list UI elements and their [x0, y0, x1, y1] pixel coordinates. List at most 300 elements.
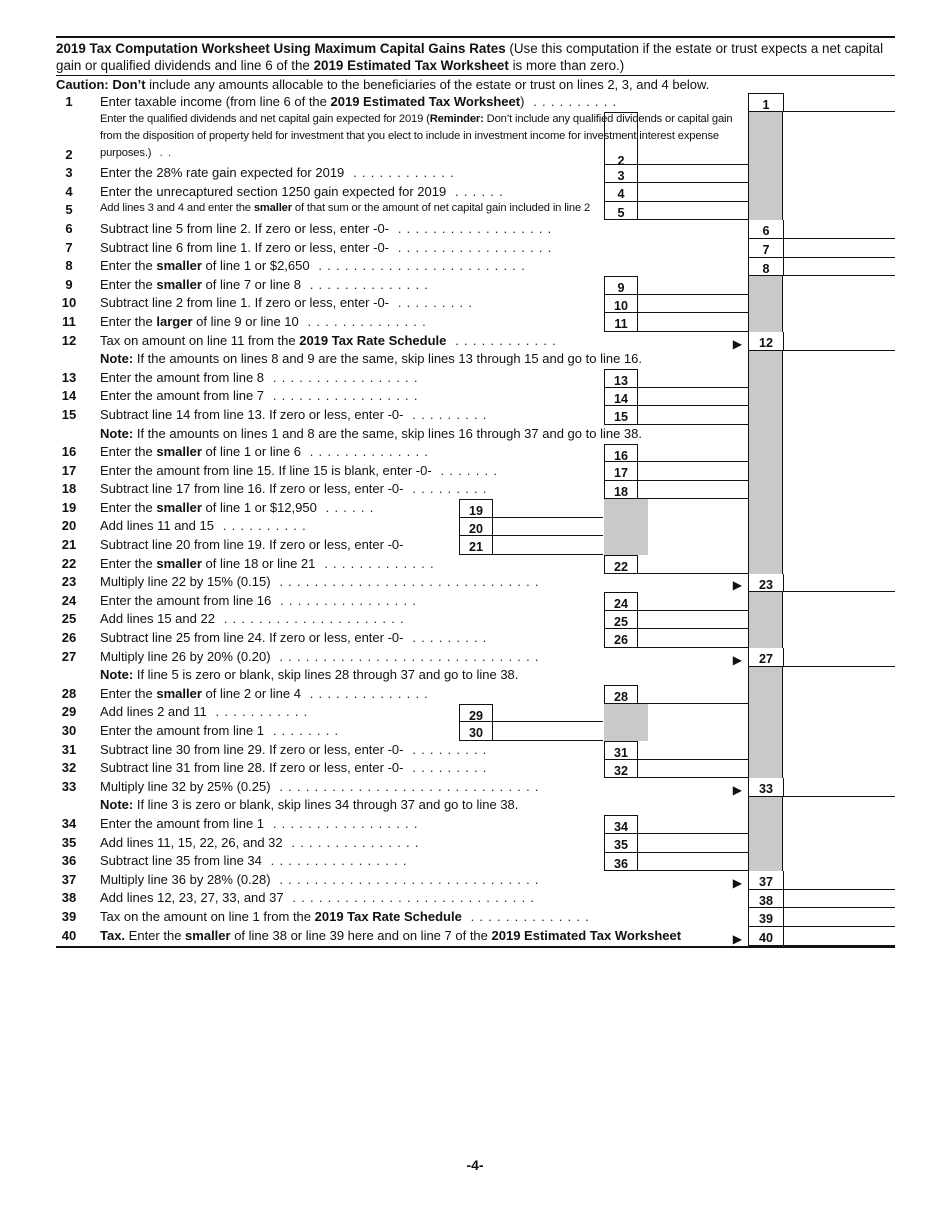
line-text-part: Multiply line 26 by 20% (0.20): [100, 648, 271, 664]
leader-dots: ..............: [298, 313, 431, 329]
line-text-part: of line 18 or line 21: [201, 555, 316, 571]
amount-field[interactable]: [636, 592, 748, 611]
line-text-part: Subtract line 6 from line 1. If zero or less, enter -0-: [100, 239, 390, 255]
amount-field[interactable]: [636, 853, 748, 872]
shaded-cell: [748, 406, 782, 425]
line-number: 33: [61, 778, 77, 794]
leader-dots: .............: [315, 555, 439, 571]
line-number-box: 2: [604, 112, 638, 165]
line-number: 25: [61, 611, 77, 627]
leader-dots: .................: [264, 388, 423, 404]
line-number: 13: [61, 369, 77, 385]
amount-field[interactable]: [782, 258, 895, 277]
amount-field[interactable]: [491, 499, 603, 518]
column-rule: [748, 722, 750, 741]
column-rule: [782, 667, 784, 686]
column-rule: [782, 165, 784, 184]
shaded-cell: [748, 425, 782, 444]
line-text-bold: Note:: [100, 351, 134, 367]
amount-field[interactable]: [636, 444, 748, 463]
column-rule: [748, 629, 750, 648]
amount-field[interactable]: [491, 704, 603, 723]
line-text-part: of line 1 or line 6: [201, 444, 301, 460]
line-number-box: 5: [604, 202, 638, 221]
line-text: [100, 258, 765, 273]
column-rule: [782, 592, 784, 611]
caution-label: Caution: Don’t: [56, 77, 146, 92]
line-text-bold: smaller: [185, 927, 231, 943]
line-text-bold: 2019 Tax Rate Schedule: [314, 908, 462, 924]
line-number: 14: [61, 388, 77, 404]
line-number: 2: [65, 146, 73, 162]
leader-dots: ..................: [389, 220, 557, 236]
line-number-box: 38: [748, 890, 784, 909]
leader-dots: .....................: [214, 611, 409, 627]
line-number: 39: [61, 908, 77, 924]
shaded-cell: [748, 183, 782, 202]
line-number: 31: [61, 741, 77, 757]
amount-field[interactable]: [782, 574, 895, 593]
line-15: [56, 406, 895, 425]
column-rule: [782, 834, 784, 853]
line-number: 38: [61, 890, 77, 906]
amount-field[interactable]: [491, 536, 603, 555]
line-23: [56, 574, 895, 593]
line-number: 30: [61, 723, 77, 738]
column-rule: [748, 165, 750, 184]
leader-dots: ..............................: [270, 871, 544, 887]
line-9: [56, 276, 895, 295]
line-text-part: Enter taxable income (from line 6 of the: [100, 93, 331, 109]
shaded-cell: [748, 667, 782, 686]
line-22: [56, 555, 895, 574]
line-number: 26: [61, 630, 77, 646]
shaded-cell: [748, 276, 782, 295]
line-text-bold: smaller: [253, 202, 292, 215]
amount-field[interactable]: [636, 406, 748, 425]
line-number-box: 32: [604, 760, 638, 779]
amount-field[interactable]: [782, 927, 895, 946]
amount-field[interactable]: [636, 685, 748, 704]
line-number-box: 31: [604, 741, 638, 760]
arrow-icon: ▶: [732, 336, 742, 351]
line-number: 3: [65, 165, 73, 181]
column-rule: [782, 685, 784, 704]
column-rule: [782, 760, 784, 779]
line-number-box: 3: [604, 165, 638, 184]
line-text-part: Subtract line 14 from line 13. If zero or less, enter -0-: [100, 406, 404, 422]
leader-dots: .........: [403, 406, 492, 422]
amount-field[interactable]: [782, 871, 895, 890]
amount-field[interactable]: [636, 183, 748, 202]
amount-field[interactable]: [636, 112, 748, 165]
amount-field[interactable]: [636, 629, 748, 648]
line-text-bold: 2019 Estimated Tax Worksheet: [491, 927, 682, 943]
column-rule: [748, 444, 750, 463]
amount-field[interactable]: [782, 220, 895, 239]
column-rule: [782, 313, 784, 332]
line-number-box: 23: [748, 574, 784, 593]
line-19: [56, 499, 895, 518]
amount-field[interactable]: [636, 313, 748, 332]
column-rule: [782, 853, 784, 872]
arrow-icon: ▶: [732, 578, 742, 593]
column-rule: [748, 760, 750, 779]
line-number-box: 17: [604, 462, 638, 481]
leader-dots: .........: [403, 760, 492, 776]
shaded-cell: [748, 722, 782, 741]
line-number-box: 30: [459, 722, 493, 741]
line-text-part: If the amounts on lines 8 and 9 are the same, skip lines 13 through 15 and go to line 16.: [133, 351, 642, 367]
line-17: [56, 462, 895, 481]
line-39: [56, 908, 895, 927]
line-text-part: of that sum or the amount of net capital gain included in line 2: [291, 202, 591, 215]
leader-dots: ............: [344, 165, 459, 181]
shaded-cell: [748, 369, 782, 388]
line-text: [100, 890, 765, 905]
column-rule: [782, 406, 784, 425]
column-rule: [782, 351, 784, 370]
line-number-box: 15: [604, 406, 638, 425]
line-26: [56, 629, 895, 648]
line-text: [100, 649, 765, 664]
line-text-part: Enter the unrecaptured section 1250 gain expected for 2019: [100, 183, 447, 199]
shaded-cell: [748, 629, 782, 648]
line-number-box: 19: [459, 499, 493, 518]
line-text-bold: Note:: [100, 667, 134, 683]
line-18: [56, 481, 895, 500]
worksheet-header: [56, 36, 895, 74]
shaded-cell: [748, 165, 782, 184]
column-rule: [748, 499, 750, 518]
line-number-box: 9: [604, 276, 638, 295]
column-rule: [748, 667, 750, 686]
line-27: [56, 648, 895, 667]
line-text-bold: 2019 Estimated Tax Worksheet: [330, 93, 521, 109]
leader-dots: ..............: [461, 908, 594, 924]
line-number-box: 40: [748, 927, 784, 946]
amount-field[interactable]: [491, 518, 603, 537]
line-number: 8: [65, 258, 73, 274]
line-text-part: Enter the amount from line 7: [100, 388, 265, 404]
leader-dots: ............: [446, 332, 561, 348]
column-rule: [782, 369, 784, 388]
line-35: [56, 834, 895, 853]
amount-field[interactable]: [636, 741, 748, 760]
line-1: [56, 93, 895, 112]
column-rule: [782, 797, 784, 816]
line-number-box: 13: [604, 369, 638, 388]
leader-dots: ..: [151, 146, 177, 159]
column-rule: [782, 518, 784, 537]
line-number: 5: [65, 202, 73, 218]
line-text-bold: smaller: [156, 276, 202, 292]
column-rule: [748, 202, 750, 221]
shaded-cell: [748, 685, 782, 704]
line-number: 15: [61, 406, 77, 422]
line-2: [56, 112, 895, 168]
column-rule: [748, 295, 750, 314]
leader-dots: ...............: [282, 834, 424, 850]
leader-dots: ..............................: [270, 648, 544, 664]
line-text-part: Subtract line 2 from line 1. If zero or less, enter -0-: [100, 295, 390, 311]
line-number-box: 35: [604, 834, 638, 853]
column-rule: [748, 611, 750, 630]
column-rule: [748, 797, 750, 816]
column-rule: [748, 555, 750, 574]
amount-field[interactable]: [636, 388, 748, 407]
line-text-part: Add lines 11, 15, 22, 26, and 32: [100, 834, 283, 850]
line-number: 4: [65, 183, 73, 199]
line-number-box: 16: [604, 444, 638, 463]
column-rule: [748, 815, 750, 834]
column-rule: [782, 499, 784, 518]
leader-dots: .........: [403, 481, 492, 497]
line-text-bold: 2019 Tax Rate Schedule: [299, 332, 447, 348]
column-rule: [748, 388, 750, 407]
page-number: -4-: [466, 1157, 484, 1173]
line-number-box: 4: [604, 183, 638, 202]
line-text-bold: Note:: [100, 425, 134, 441]
shaded-cell: [748, 760, 782, 779]
line-number: 7: [65, 239, 73, 255]
line-25: [56, 611, 895, 630]
line-5: [56, 202, 895, 221]
amount-field[interactable]: [636, 834, 748, 853]
column-rule: [782, 611, 784, 630]
line-text-part: Subtract line 17 from line 16. If zero or less, enter -0-: [100, 481, 404, 497]
amount-field[interactable]: [782, 239, 895, 258]
line-number: 6: [65, 220, 73, 236]
column-rule: [748, 592, 750, 611]
tax-worksheet: [56, 36, 895, 948]
caution-line: [56, 75, 895, 93]
line-text-part: Enter the amount from line 15. If line 15 is blank, enter -0-: [100, 462, 432, 478]
column-rule: [748, 536, 750, 555]
shaded-cell: [604, 536, 648, 555]
shaded-cell: [604, 499, 648, 518]
column-rule: [782, 815, 784, 834]
line-number: 29: [61, 704, 77, 720]
line-text-part: Enter the: [100, 313, 157, 329]
amount-field[interactable]: [782, 93, 895, 112]
line-number: 35: [61, 834, 77, 850]
line-text-part: Subtract line 25 from line 24. If zero or less, enter -0-: [100, 630, 404, 646]
column-rule: [748, 313, 750, 332]
line-number-box: 18: [604, 481, 638, 500]
leader-dots: ..............: [300, 685, 434, 701]
line-text-bold: smaller: [156, 444, 202, 460]
arrow-icon: ▶: [732, 782, 742, 797]
line-7: [56, 239, 895, 258]
amount-field[interactable]: [636, 202, 748, 221]
amount-field[interactable]: [491, 722, 603, 741]
leader-dots: ...........: [206, 704, 313, 720]
column-rule: [782, 295, 784, 314]
amount-field[interactable]: [636, 165, 748, 184]
leader-dots: .........: [403, 630, 492, 646]
leader-dots: ......: [316, 499, 379, 515]
shaded-cell: [748, 555, 782, 574]
amount-field[interactable]: [636, 760, 748, 779]
leader-dots: .........: [389, 295, 478, 311]
column-rule: [782, 722, 784, 741]
column-rule: [748, 834, 750, 853]
line-number-box: 22: [604, 555, 638, 574]
line-6: [56, 220, 895, 239]
line-text: [100, 333, 765, 348]
shaded-cell: [748, 815, 782, 834]
line-10: [56, 295, 895, 314]
line-text-part: Enter the: [100, 685, 157, 701]
line-number-box: 24: [604, 592, 638, 611]
worksheet-intro: (Use this computation if the estate or trust expects a net capital gain or qualified dividends and line 6 of the: [56, 41, 884, 73]
line-text-part: of line 1 or $2,650: [201, 258, 310, 274]
line-text-part: Subtract line 30 from line 29. If zero or less, enter -0-: [100, 741, 404, 757]
line-number: 21: [61, 537, 77, 553]
shaded-cell: [604, 722, 648, 741]
line-text-part: Subtract line 35 from line 34: [100, 853, 262, 869]
column-rule: [748, 704, 750, 723]
column-rule: [782, 741, 784, 760]
shaded-cell: [748, 388, 782, 407]
line-number-box: 10: [604, 295, 638, 314]
shaded-cell: [748, 481, 782, 500]
shaded-cell: [748, 592, 782, 611]
line-text-part: Add lines 15 and 22: [100, 611, 215, 627]
line-number: 16: [61, 444, 77, 460]
line-37: [56, 871, 895, 890]
line-number-box: 21: [459, 536, 493, 555]
column-rule: [782, 629, 784, 648]
line-text-part: Multiply line 32 by 25% (0.25): [100, 778, 271, 794]
line-text-part: Enter the 28% rate gain expected for 2019: [100, 165, 345, 181]
line-number-box: 27: [748, 648, 784, 667]
amount-field[interactable]: [636, 815, 748, 834]
line-text-part: Enter the: [100, 444, 157, 460]
line-32: [56, 760, 895, 779]
amount-field[interactable]: [636, 462, 748, 481]
line-20: [56, 518, 895, 537]
line-number: 11: [62, 313, 76, 329]
shaded-cell: [748, 202, 782, 221]
line-text-part: Subtract line 31 from line 28. If zero or less, enter -0-: [100, 760, 404, 776]
column-rule: [782, 481, 784, 500]
line-12: [56, 332, 895, 351]
line-text-part: of line 2 or line 4: [201, 685, 301, 701]
leader-dots: ..............: [300, 444, 434, 460]
line-11: [56, 313, 895, 332]
amount-field[interactable]: [636, 555, 748, 574]
leader-dots: ..............: [300, 276, 434, 292]
leader-dots: ................: [271, 592, 422, 608]
amount-field[interactable]: [636, 276, 748, 295]
amount-field[interactable]: [782, 648, 895, 667]
line-number: 28: [61, 685, 77, 701]
line-text-part: Add lines 12, 23, 27, 33, and 37: [100, 890, 284, 906]
line-number-box: 33: [748, 778, 784, 797]
line-text-bold: smaller: [156, 555, 202, 571]
column-rule: [748, 276, 750, 295]
line-number: 1: [65, 93, 73, 109]
line-text-part: Don’t include any qualified dividends or capital gain from the disposition of property held for investment that you elect to include in investment income for investment interest expense purposes.): [100, 112, 733, 159]
amount-field[interactable]: [636, 369, 748, 388]
line-number-box: 34: [604, 815, 638, 834]
line-text-part: Add lines 2 and 11: [100, 704, 207, 720]
column-rule: [748, 112, 750, 165]
column-rule: [748, 462, 750, 481]
line-21: [56, 536, 895, 555]
amount-field[interactable]: [782, 908, 895, 927]
line-number: 40: [61, 927, 77, 943]
leader-dots: ..............................: [270, 778, 544, 794]
amount-field[interactable]: [782, 778, 895, 797]
amount-field[interactable]: [636, 481, 748, 500]
line-text-part: Enter the: [100, 555, 157, 571]
amount-field[interactable]: [782, 890, 895, 909]
line-text-bold: smaller: [156, 258, 202, 274]
shaded-cell: [748, 112, 782, 165]
line-number: 22: [61, 555, 77, 571]
shaded-cell: [748, 834, 782, 853]
line-number-box: 14: [604, 388, 638, 407]
line-28: [56, 685, 895, 704]
column-rule: [604, 112, 606, 165]
amount-field[interactable]: [782, 332, 895, 351]
line-30: [56, 722, 895, 741]
column-rule: [782, 276, 784, 295]
line-number-box: 36: [604, 853, 638, 872]
line-24: [56, 592, 895, 611]
arrow-icon: ▶: [732, 875, 742, 890]
line-text-part: Tax on the amount on line 1 from the: [100, 908, 315, 924]
column-rule: [748, 853, 750, 872]
line-text-bold: smaller: [156, 499, 202, 515]
shaded-cell: [748, 741, 782, 760]
column-rule: [748, 183, 750, 202]
line-text-bold: larger: [156, 313, 193, 329]
shaded-cell: [748, 536, 782, 555]
column-rule: [748, 518, 750, 537]
shaded-cell: [748, 351, 782, 370]
line-text: [100, 928, 765, 943]
amount-field[interactable]: [636, 295, 748, 314]
column-rule: [748, 406, 750, 425]
line-text: [100, 872, 765, 887]
line-number-box: 12: [748, 332, 784, 351]
line-number: 20: [61, 518, 77, 534]
leader-dots: .......: [431, 462, 503, 478]
line-number: 10: [61, 295, 77, 311]
line-number-box: 6: [748, 220, 784, 239]
column-rule: [748, 481, 750, 500]
amount-field[interactable]: [636, 611, 748, 630]
leader-dots: .........: [403, 741, 492, 757]
line-number: 24: [61, 592, 77, 608]
column-rule: [782, 536, 784, 555]
line-text: [100, 240, 765, 255]
line-number-box: 37: [748, 871, 784, 890]
column-rule: [748, 425, 750, 444]
line-text-part: Enter the amount from line 1: [100, 815, 265, 831]
line-text: [100, 779, 765, 794]
column-rule: [782, 112, 784, 165]
note-row: [56, 667, 895, 686]
note-row: [56, 797, 895, 816]
line-text-part: Enter the: [100, 258, 157, 274]
line-34: [56, 815, 895, 834]
line-text: [100, 909, 765, 924]
